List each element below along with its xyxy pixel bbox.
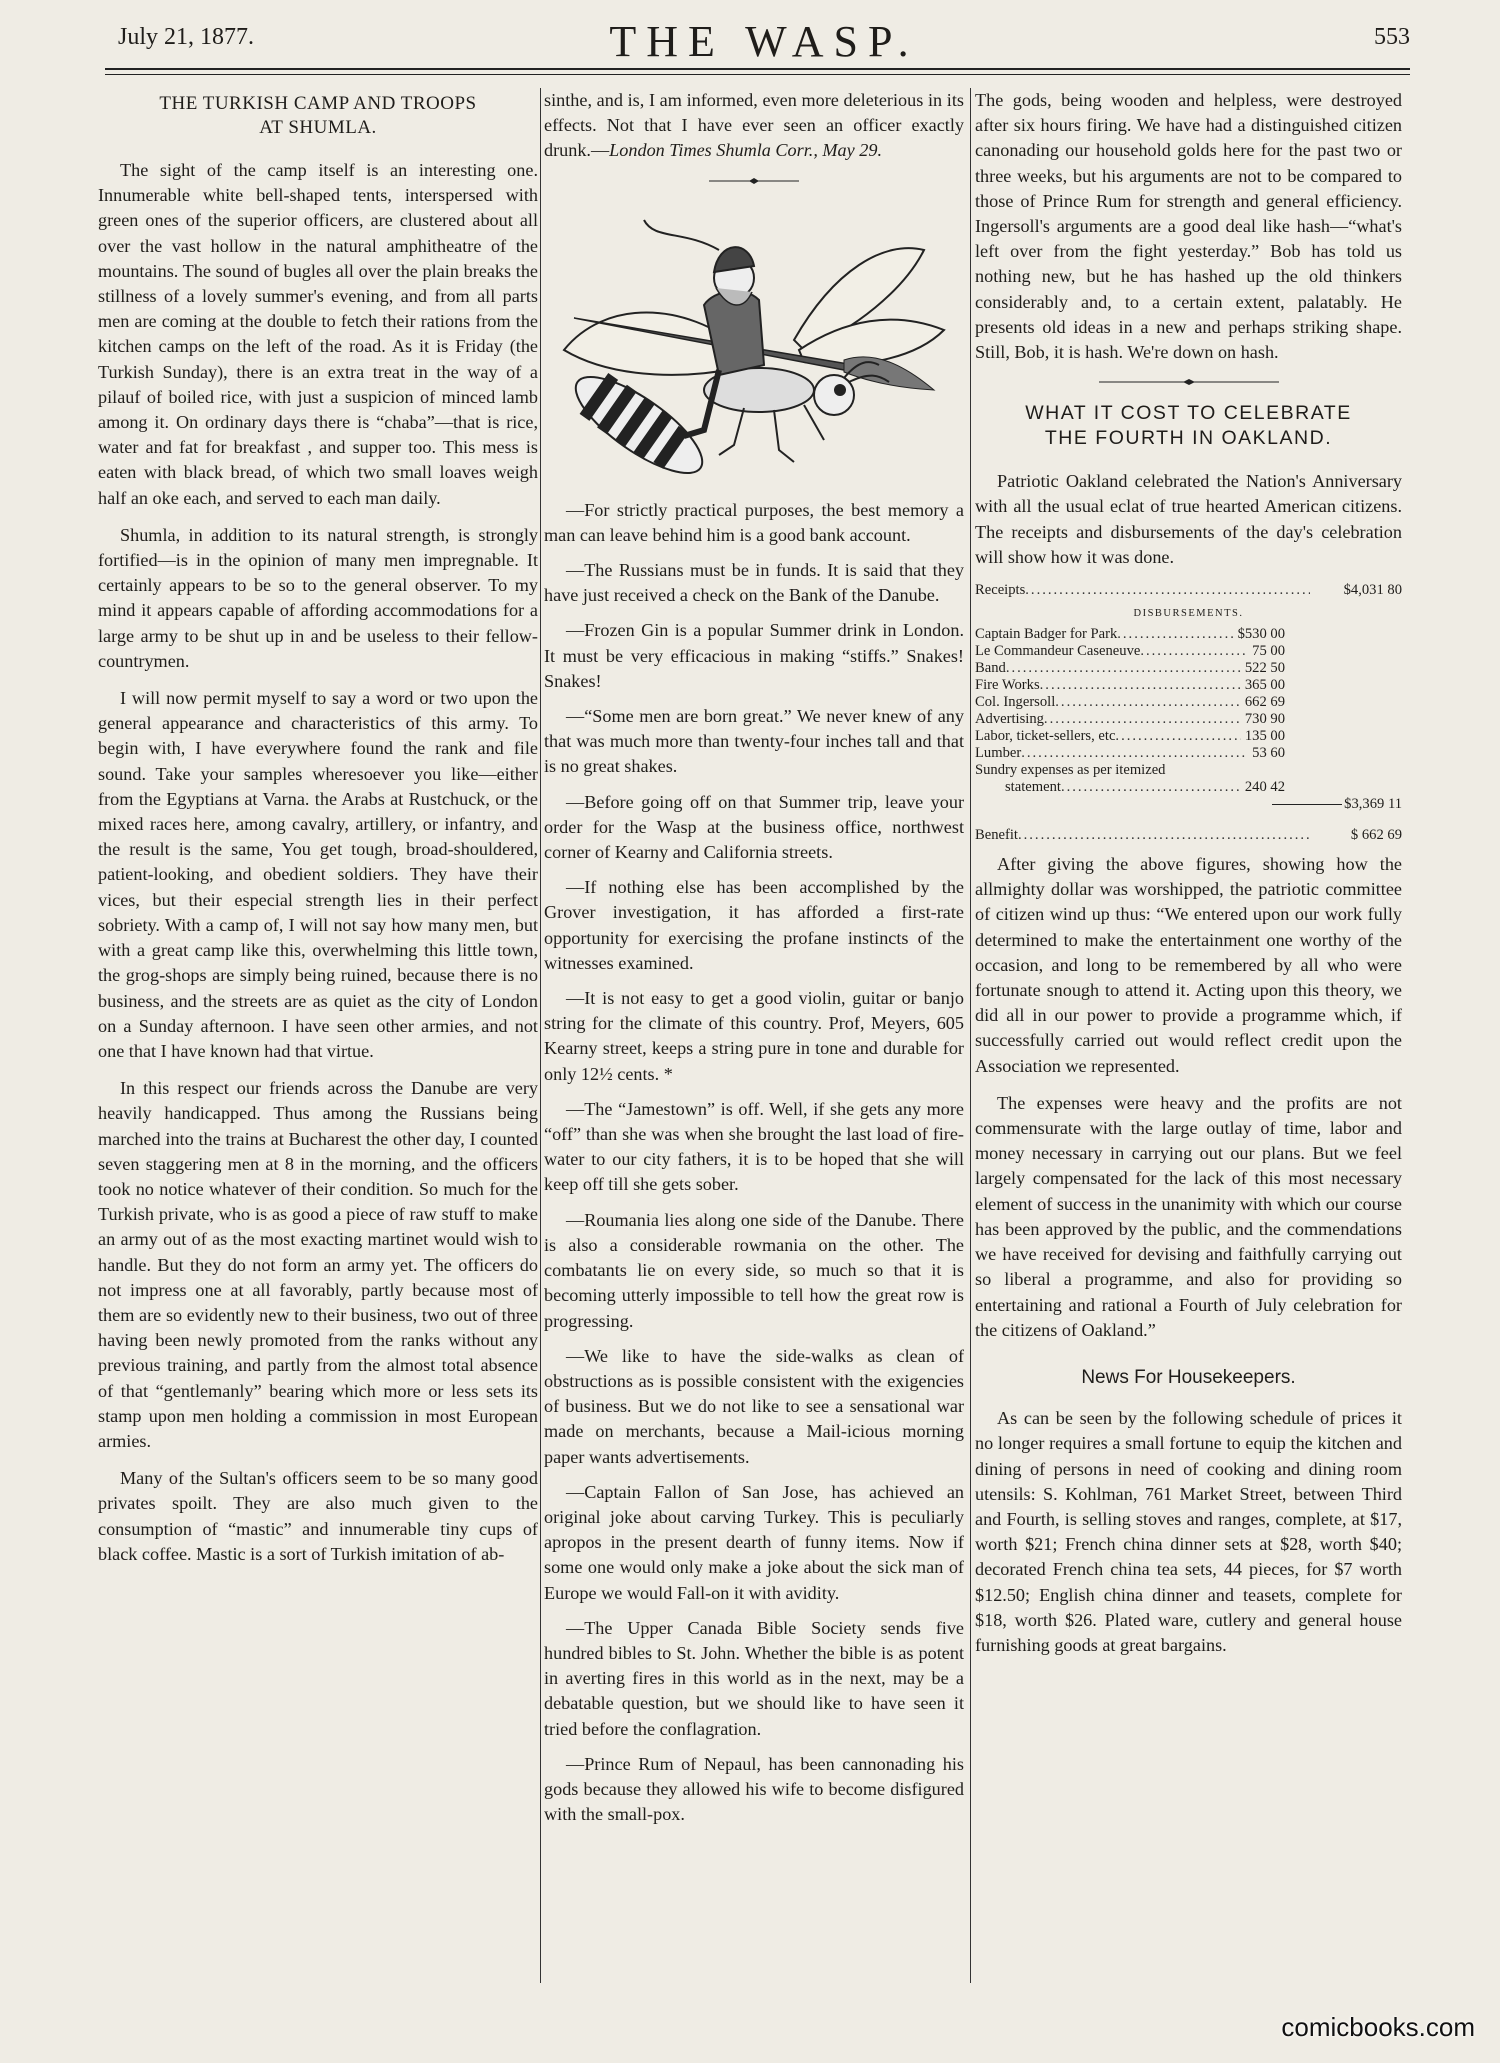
- column-3: [975, 88, 1402, 1988]
- leader-dots: [1025, 582, 1310, 599]
- column-1: [98, 88, 538, 1988]
- article-paragraph: After giving the above figures, showing how the allmighty dollar was worshipped, the patriotic committee of citizen wind up thus: “We entered upon our work fully determined to make the entertainment one worthy of the occasion, and long to be remembered by all who were fortunate snough to attend it. Acting upon this theory, we did all in our power to provide a programme which, if successfully carried out would reflect credit upon the Association we represented.: [975, 854, 1402, 1076]
- row-label: Band: [975, 660, 1006, 677]
- total-rule: [1272, 804, 1342, 805]
- row-label: Le Commandeur Caseneuve: [975, 643, 1141, 660]
- row-label: Lumber: [975, 745, 1022, 762]
- leader-dots: [1021, 745, 1248, 762]
- disbursement-row: [975, 728, 1285, 745]
- row-label: Sundry expenses as per itemized: [975, 762, 1166, 779]
- row-amount: 53 60: [1252, 745, 1285, 762]
- article-paragraph: In this respect our friends across the Danube are very heavily handicapped. Thus among the Russians being marched into the trains at Bucharest the other day, I counted seven staggering men at 8 in the morning, and the officers took no notice whatever of their condition. So much for the Turkish private, who is as good a piece of raw stuff to make an army out of as the most exacting martinet would wish to handle. But they do not form an army yet. The officers do not impress one at all favorably, partly because most of them are so evidently new to their business, two out of three having been newly promoted from the ranks without any previous training, and partly from the almost total absence of that “gentlemanly” bearing which more or less sets its stamp upon men holding a commission in most European armies.: [98, 1078, 538, 1451]
- article-paragraph: Many of the Sultan's officers seem to be so many good privates spoilt. They are also much given to the consumption of “mastic” and innumerable tiny cups of black coffee. Mastic is a sort of Turkish imitation of ab-: [98, 1468, 538, 1564]
- row-amount: 662 69: [1244, 694, 1285, 711]
- news-item: —Prince Rum of Nepaul, has been cannonading his gods because they allowed his wife to become disfigured with the small-pox.: [544, 1753, 964, 1825]
- news-item: —If nothing else has been accomplished by the Grover investigation, it has afforded a first-rate opportunity for exercising the profane instincts of the witnesses examined.: [544, 877, 964, 973]
- article-paragraph: The expenses were heavy and the profits are not commensurate with the large outlay of time, labor and money necessary in carrying out our plans. But we feel largely compensated for the lack of this most necessary element of success in the unanimity with which our course has been approved by the public, and the commendations we have received for devising and faithfully carrying out so liberal a programme, and also for providing so entertaining and rational a Fourth of July celebration for the citizens of Oakland.”: [975, 1092, 1402, 1340]
- continuation-text: sinthe, and is, I am informed, even more deleterious in its effects. Not that I have ever seen an officer exactly drunk.—: [544, 90, 964, 161]
- news-item: —Before going off on that Summer trip, leave your order for the Wasp at the business office, northwest corner of Kearny and California streets.: [544, 791, 964, 863]
- total-amount: $3,369 11: [1344, 796, 1402, 813]
- news-item: —Roumania lies along one side of the Danube. There is also a considerable rowmania on the other. The combatants lie on every side, so much so that it is becoming utterly impossible to tell how the great row is progressing.: [544, 1209, 964, 1331]
- leader-dots: [1061, 779, 1241, 796]
- disbursements-list: [975, 626, 1285, 796]
- disbursement-row: [975, 643, 1285, 660]
- sundry-row-cont: [975, 779, 1285, 796]
- leader-dots: [1140, 643, 1248, 660]
- article-paragraph: Shumla, in addition to its natural strength, is strongly fortified—is in the opinion of many men impregnable. It certainly appears to be so to the general observer. To my mind it appears capable of affording accommodations for a large army to be shut up in and be useless to their fellow-countrymen.: [98, 524, 538, 671]
- news-item: —We like to have the side-walks as clean of obstructions as is possible consistent with the exigencies of business. But we do not like to see a sensational war made on merchants, because a Mail-icious morning paper wants advertisements.: [544, 1345, 964, 1467]
- article-paragraph: As can be seen by the following schedule of prices it no longer requires a small fortune to equip the kitchen and dining of persons in need of cooking and dining room utensils: S. Kohlman, 761 Market Street, between Third and Fourth, is selling stoves and ranges, complete, at $17, worth $21; French china dinner sets at $28, worth $40; decorated French china tea sets, 44 pieces, for $7 worth $12.50; English china dinner and teasets, complete for $18, worth $26. Plated ware, cutlery and general house furnishing goods at great bargains.: [975, 1408, 1402, 1655]
- row-label: Benefit: [975, 827, 1018, 844]
- publication-title: THE WASP.: [609, 17, 919, 66]
- article-source: London Times Shumla Corr., May 29.: [609, 140, 883, 161]
- issue-date: July 21, 1877.: [118, 24, 255, 50]
- row-label: Advertising: [975, 711, 1044, 728]
- news-item: —Frozen Gin is a popular Summer drink in London. It must be very efficacious in making “stiffs.” Snakes! Snakes!: [544, 620, 964, 691]
- leader-dots: [1040, 677, 1241, 694]
- row-amount: 135 00: [1244, 728, 1285, 745]
- disbursement-row: [975, 626, 1285, 643]
- leader-dots: [1006, 660, 1241, 677]
- article-headline-oakland-fourth: [975, 401, 1402, 451]
- row-label: Receipts: [975, 582, 1026, 599]
- spacer: [975, 813, 1402, 827]
- disbursements-title: DISBURSEMENTS.: [1133, 608, 1244, 620]
- row-amount: $4,031 80: [1343, 582, 1402, 599]
- disbursement-row: [975, 677, 1285, 694]
- section-divider: [544, 176, 964, 186]
- row-amount: 365 00: [1244, 677, 1285, 694]
- headline-line: WHAT IT COST TO CELEBRATE: [1025, 402, 1352, 425]
- leader-dots: [1117, 626, 1233, 643]
- news-item: —Captain Fallon of San Jose, has achieved an original joke about carving Turkey. This is peculiarly apropos in the present dearth of funny items. Now if some one would only make a joke about the sick man of Europe we would Fall-on it with avidity.: [544, 1481, 964, 1603]
- news-item: —“Some men are born great.” We never knew of any that was much more than twenty-four inches tall and that is no great shakes.: [544, 706, 964, 777]
- disbursement-row: [975, 660, 1285, 677]
- disbursement-row: [975, 745, 1285, 762]
- headline-line: THE TURKISH CAMP AND TROOPS: [159, 93, 477, 114]
- page-number: 553: [1374, 24, 1410, 50]
- news-item: —For strictly practical purposes, the best memory a man can leave behind him is a good bank account.: [544, 499, 964, 545]
- headline-line: AT SHUMLA.: [259, 117, 377, 138]
- leader-dots: [1115, 728, 1240, 745]
- news-item: —The “Jamestown” is off. Well, if she gets any more “off” than she was when she brought the last load of fire-water to our city fathers, it is to be hoped that she will keep off till she gets sober.: [544, 1098, 964, 1195]
- leader-dots: [1044, 711, 1241, 728]
- article-paragraph: The sight of the camp itself is an interesting one. Innumerable white bell-shaped tents, interspersed with green ones of the superior officers, are clustered about all over the vast hollow in the natural amphitheatre of the mountains. The sound of bugles all over the plain breaks the stillness of a lovely summer's evening, and from all parts men are coming at the double to fetch their rations from the kitchen camps on the left of the road. As it is Friday (the Turkish Sunday), there is an extra treat in the way of a pilauf of boiled rice, with just a suspicion of minced lamb among it. On ordinary days there is “chaba”—that is rice, water and fat for breakfast , and supper too. This mess is eaten with black bread, of which two small loaves weigh half an oke each, and served to each man daily.: [98, 160, 538, 508]
- section-divider: [975, 377, 1402, 387]
- masthead: [118, 14, 1410, 64]
- news-item: —It is not easy to get a good violin, guitar or banjo string for the climate of this country. Prof, Meyers, 605 Kearny street, keeps a string pure in tone and durable for only 12½ cents. *: [544, 988, 964, 1084]
- disbursement-row: [975, 711, 1285, 728]
- receipts-row: [975, 582, 1402, 599]
- leader-dots: [1018, 827, 1310, 844]
- article-headline-turkish-camp: [98, 92, 538, 140]
- column-2: [544, 88, 964, 1988]
- article-continuation: The gods, being wooden and helpless, were destroyed after six hours firing. We have had a distinguished citizen canonading our household golds here for the past two or three weeks, but his arguments are not to be compared to those of Prince Rum for strength and general efficiency. Ingersoll's arguments are a good deal like hash—“what's left over from the fight yesterday.” Bob has told us nothing new, but he has hashed up the old thinkers considerably and, to a certain extent, palatably. He presents old ideas in a new and perhaps striking shape. Still, Bob, it is hash. We're down on hash.: [975, 90, 1402, 363]
- row-amount: $ 662 69: [1350, 827, 1402, 844]
- article-paragraph: I will now permit myself to say a word or two upon the general appearance and characteristics of this army. To begin with, I have everywhere found the rank and file sound. Take your samples wheresoever you like—either from the Egyptians at Varna. the Arabs at Rustchuck, or the mixed races here, among cavalry, artillery, or infantry, and the result is the same, You get tough, broad-shouldered, patient-looking, and obedient soldiers. They have their vices, but their especial strength lies in their perfect sobriety. With a camp of, I will not say how many men, but with a great camp like this, overwhelming this little town, the grog-shops are simply being ruined, because there is no business, and the streets are as quiet as the city of London on a Sunday afternoon. I have seen other armies, and not one that I have known had that virtue.: [98, 688, 538, 1061]
- row-amount: 240 42: [1244, 779, 1285, 796]
- masthead-rule: [105, 68, 1410, 70]
- total-row: [975, 796, 1402, 813]
- column-rule: [970, 88, 971, 1983]
- news-item: —The Upper Canada Bible Society sends five hundred bibles to St. John. Whether the bible is as potent in averting fires in this world as in the next, may be a debatable question, but we should like to have seen it tried before the conflagration.: [544, 1617, 964, 1739]
- row-amount: 522 50: [1244, 660, 1285, 677]
- sundry-row: [975, 762, 1285, 779]
- column-rule: [540, 88, 541, 1983]
- article-continuation: [544, 88, 964, 164]
- accounts-table: [975, 582, 1402, 844]
- row-amount: 730 90: [1244, 711, 1285, 728]
- leader-dots: [1055, 694, 1241, 711]
- row-label: statement: [1005, 779, 1061, 796]
- row-label: Labor, ticket-sellers, etc: [975, 728, 1116, 745]
- row-label: Col. Ingersoll: [975, 694, 1056, 711]
- news-item: —The Russians must be in funds. It is said that they have just received a check on the Bank of the Danube.: [544, 560, 964, 606]
- disbursement-row: [975, 694, 1285, 711]
- benefit-row: [975, 827, 1402, 844]
- headline-line: THE FOURTH IN OAKLAND.: [1044, 427, 1333, 450]
- site-watermark: comicbooks.com: [1281, 2012, 1475, 2042]
- wasp-rider-with-quill-illustration: [544, 200, 964, 480]
- row-amount: $530 00: [1237, 626, 1285, 643]
- masthead-rule-thin: [105, 74, 1410, 75]
- row-label: Fire Works: [975, 677, 1040, 694]
- article-paragraph: Patriotic Oakland celebrated the Nation's Anniversary with all the usual eclat of true hearted American citizens. The receipts and disbursements of the day's celebration will show how it was done.: [975, 471, 1402, 567]
- row-amount: 75 00: [1252, 643, 1285, 660]
- article-subhead-housekeepers: News For Housekeepers.: [1081, 1366, 1296, 1388]
- row-label: Captain Badger for Park: [975, 626, 1118, 643]
